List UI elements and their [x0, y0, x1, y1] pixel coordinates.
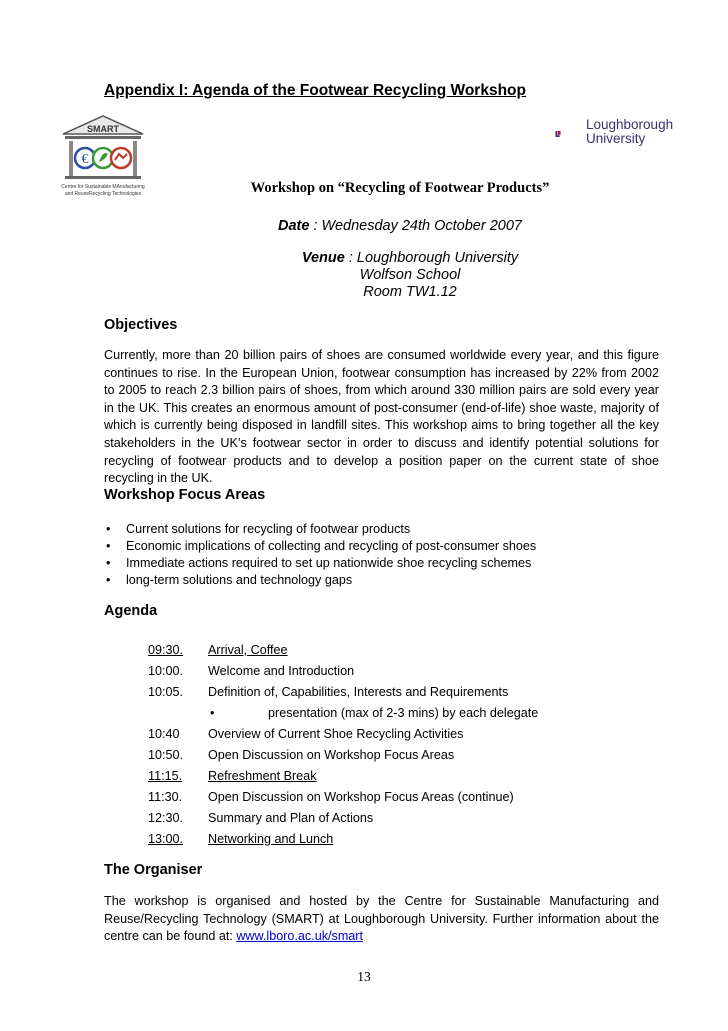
list-item-text: Economic implications of collecting and recycling of post-consumer shoes	[126, 539, 537, 553]
agenda-row	[148, 766, 668, 787]
venue-value: : Loughborough University	[344, 250, 519, 266]
focus-list	[104, 521, 664, 589]
venue-label: Venue	[301, 250, 345, 266]
smart-website-link[interactable]: www.lboro.ac.uk/smart	[236, 929, 364, 944]
agenda-time: 10:05.	[148, 685, 184, 699]
objectives-heading: Objectives	[104, 317, 178, 333]
organiser-body: The workshop is organised and hosted by the Centre for Sustainable Manufacturing and Reuse/Recycling Technology (SMART) at Loughborough University. Further information about the centre can be found at:	[104, 894, 659, 944]
organiser-text	[104, 893, 659, 946]
workshop-title: Workshop on “Recycling of Footwear Products”	[250, 180, 550, 196]
venue-line-3: Room TW1.12	[363, 284, 457, 300]
list-item-text: Immediate actions required to set up nationwide shoe recycling schemes	[126, 556, 532, 570]
agenda-desc: Arrival, Coffee	[208, 643, 288, 657]
date-value: : Wednesday 24th October 2007	[309, 218, 522, 234]
agenda-table	[148, 640, 668, 850]
page-title: Appendix I: Agenda of the Footwear Recycling Workshop	[104, 82, 526, 99]
smart-logo	[55, 112, 151, 202]
venue-line-1	[220, 250, 600, 267]
venue-line-2: Wolfson School	[359, 267, 461, 283]
agenda-time: 12:30.	[148, 811, 184, 825]
list-item	[104, 572, 664, 589]
bullet-icon: •	[106, 573, 111, 587]
agenda-row	[148, 640, 668, 661]
agenda-row	[148, 724, 668, 745]
loughborough-logo-line1: Loughborough	[586, 117, 674, 132]
agenda-row	[148, 745, 668, 766]
smart-caption-2: and ReuseRecycling Technologies	[64, 191, 142, 197]
agenda-time: 11:15.	[148, 769, 183, 783]
agenda-desc: presentation (max of 2-3 mins) by each delegate	[268, 706, 539, 720]
smart-logo-text: SMART	[87, 124, 119, 134]
workshop-date	[220, 218, 580, 234]
agenda-desc: Open Discussion on Workshop Focus Areas	[208, 748, 455, 762]
list-item	[104, 555, 664, 572]
list-item-text: Current solutions for recycling of footwear products	[126, 522, 411, 536]
agenda-time: 11:30.	[148, 790, 183, 804]
agenda-heading: Agenda	[104, 603, 158, 619]
loughborough-logo-line2: University	[586, 131, 646, 146]
agenda-time: 10:00.	[148, 664, 184, 678]
agenda-desc: Refreshment Break	[208, 769, 317, 783]
agenda-desc: Welcome and Introduction	[208, 664, 355, 678]
agenda-time: 10:40	[148, 727, 180, 741]
agenda-row	[148, 661, 668, 682]
loughborough-logo	[586, 118, 673, 146]
list-item-text: long-term solutions and technology gaps	[126, 573, 353, 587]
svg-text:€: €	[81, 152, 89, 167]
agenda-row	[148, 829, 668, 850]
bullet-icon: •	[210, 706, 215, 720]
bullet-icon: •	[106, 556, 111, 570]
page-number: 13	[357, 969, 371, 984]
focus-heading: Workshop Focus Areas	[104, 487, 266, 503]
bullet-icon: •	[106, 539, 111, 553]
list-item	[104, 521, 664, 538]
agenda-time: 13:00.	[148, 832, 184, 846]
workshop-venue	[220, 250, 600, 301]
organiser-heading: The Organiser	[104, 862, 203, 878]
agenda-desc: Open Discussion on Workshop Focus Areas (continue)	[208, 790, 514, 804]
agenda-time: 10:50.	[148, 748, 184, 762]
bullet-icon: •	[106, 522, 111, 536]
agenda-time: 09:30.	[148, 643, 184, 657]
agenda-desc: Definition of, Capabilities, Interests and Requirements	[208, 685, 509, 699]
agenda-desc: Summary and Plan of Actions	[208, 811, 374, 825]
date-label: Date	[278, 218, 310, 234]
agenda-row	[148, 703, 668, 724]
objectives-text: Currently, more than 20 billion pairs of shoes are consumed worldwide every year, and this figure continues to rise. In the European Union, footwear consumption has increased by 22% from 2002 to 2005 to reach 2.3 billion pairs of shoes, from which around 330 million pairs are sold every year in the UK. This creates an enormous amount of post-consumer (end-of-life) shoe waste, majority of which is currently being disposed in landfill sites. This workshop aims to bring together all the key stakeholders in the UK’s footwear sector in order to discuss and identify potential solutions for recycling of footwear products and to develop a position paper on the current state of shoe recycling in the UK.	[104, 348, 659, 486]
loughborough-logo-mark	[555, 118, 583, 150]
smart-caption-1: Centre for Sustainable MAnufacturing	[61, 184, 145, 190]
agenda-row	[148, 808, 668, 829]
agenda-desc: Networking and Lunch	[208, 832, 334, 846]
list-item	[104, 538, 664, 555]
agenda-row	[148, 682, 668, 703]
agenda-desc: Overview of Current Shoe Recycling Activities	[208, 727, 464, 741]
agenda-row	[148, 787, 668, 808]
